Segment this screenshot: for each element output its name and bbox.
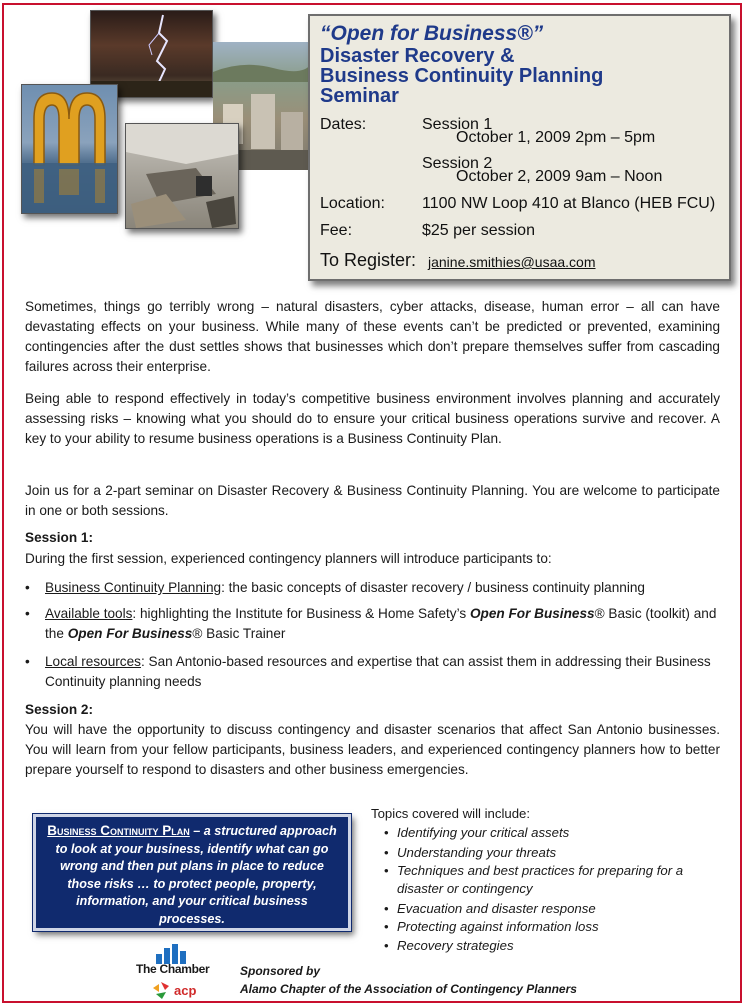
session2-date: October 2, 2009 9am – Noon (456, 168, 663, 185)
session2-paragraph: You will have the opportunity to discuss contingency and disaster scenarios that affect San Antonio businesses. You will learn from your fellow participants, business leaders, and experienced contingency planners how to better prepare yourself to respond to disasters and other business emergencies. (25, 722, 720, 777)
session1-date: October 1, 2009 2pm – 5pm (456, 129, 656, 146)
session2-heading: Session 2: (25, 702, 93, 717)
location-value: 1100 NW Loop 410 at Blanco (HEB FCU) (422, 195, 716, 212)
damaged-office-photo (125, 123, 239, 229)
topic-text: Protecting against information loss (397, 919, 599, 934)
bullet-icon: • (25, 654, 30, 669)
bullet-icon: • (25, 606, 30, 621)
seminar-info-box (308, 14, 731, 281)
register-email-link[interactable]: janine.smithies@usaa.com (428, 254, 596, 270)
bullet-icon: • (384, 901, 389, 916)
bullet-icon: • (384, 845, 389, 860)
bullet-text: : the basic concepts of disaster recovery / business continuity planning (221, 580, 645, 595)
bcp-definition-text: – a structured approach to look at your business, identify what can go wrong and then put plans in place to reduce those risks … to protect people, property, information, and your critical business processes. (55, 824, 337, 926)
title-line-bcp: Business Continuity Planning (320, 65, 604, 87)
session1-heading: Session 1: (25, 530, 93, 545)
session1-label: Session 1 (422, 116, 493, 133)
acp-logo-text: acp (174, 983, 197, 998)
bullet-lead: Local resources (45, 654, 141, 669)
respond-paragraph: Being able to respond effectively in today’s competitive business environment involves planning and accurately assessing risks – knowing what you should do to ensure your critical business operations survive and recover. A key to your ability to resume business operations is a Business Continuity Plan. (25, 391, 720, 446)
topic-text: Recovery strategies (397, 938, 514, 953)
topic-text: Understanding your threats (397, 845, 557, 860)
title-line-seminar: Seminar (320, 85, 399, 107)
bcp-heading: Business Continuity Plan (47, 823, 190, 838)
bullet-icon: • (384, 938, 389, 953)
bullet-text: ® Basic (toolkit) and the (45, 606, 717, 641)
dates-label: Dates: (320, 116, 367, 133)
bullet-text: : San Antonio-based resources and expertise that can assist them in addressing their Business Continuity planning needs (45, 654, 711, 689)
bullet-icon: • (25, 580, 30, 595)
bullet-lead: Business Continuity Planning (45, 580, 222, 595)
bcp-definition-box (33, 814, 351, 931)
join-paragraph: Join us for a 2-part seminar on Disaster Recovery & Business Continuity Planning. You are welcome to participate in one or both sessions. (25, 483, 720, 518)
bullet-emphasis: Open For Business (67, 626, 193, 641)
chamber-logo (152, 942, 192, 964)
flooded-restaurant-sign-photo (21, 84, 118, 214)
fee-label: Fee: (320, 222, 353, 239)
bullet-lead: Available tools (45, 606, 133, 621)
fee-value: $25 per session (422, 222, 535, 239)
register-label: To Register: (320, 250, 417, 270)
session1-intro: During the first session, experienced contingency planners will introduce participants to: (25, 551, 552, 566)
bullet-icon: • (384, 825, 389, 840)
bullet-text: ® Basic Trainer (192, 626, 286, 641)
chamber-logo-text: The Chamber (136, 962, 210, 976)
title-line-disaster-recovery: Disaster Recovery & (320, 45, 515, 67)
sponsor-name: Alamo Chapter of the Association of Contingency Planners (240, 982, 577, 996)
acp-logo (150, 980, 172, 1000)
bullet-text: : highlighting the Institute for Business & Home Safety’s (132, 606, 470, 621)
topic-text: Techniques and best practices for preparing for a disaster or contingency (397, 863, 684, 896)
location-label: Location: (320, 195, 385, 212)
intro-paragraph: Sometimes, things go terribly wrong – natural disasters, cyber attacks, disease, human error – all can have devastating effects on your business. While many of these events can’t be predicted or prevented, examining contingencies after the dust settles shows that businesses which don’t prepare themselves suffer from cascading failures across their enterprise. (25, 299, 720, 374)
session2-label: Session 2 (422, 155, 493, 172)
topics-heading: Topics covered will include: (371, 806, 531, 821)
bullet-icon: • (384, 863, 389, 878)
sponsored-by-label: Sponsored by (240, 964, 321, 978)
title-open-for-business: “Open for Business®” (320, 22, 544, 45)
bullet-icon: • (384, 919, 389, 934)
topic-text: Identifying your critical assets (397, 825, 570, 840)
topic-text: Evacuation and disaster response (397, 901, 596, 916)
bullet-emphasis: Open For Business (469, 606, 595, 621)
